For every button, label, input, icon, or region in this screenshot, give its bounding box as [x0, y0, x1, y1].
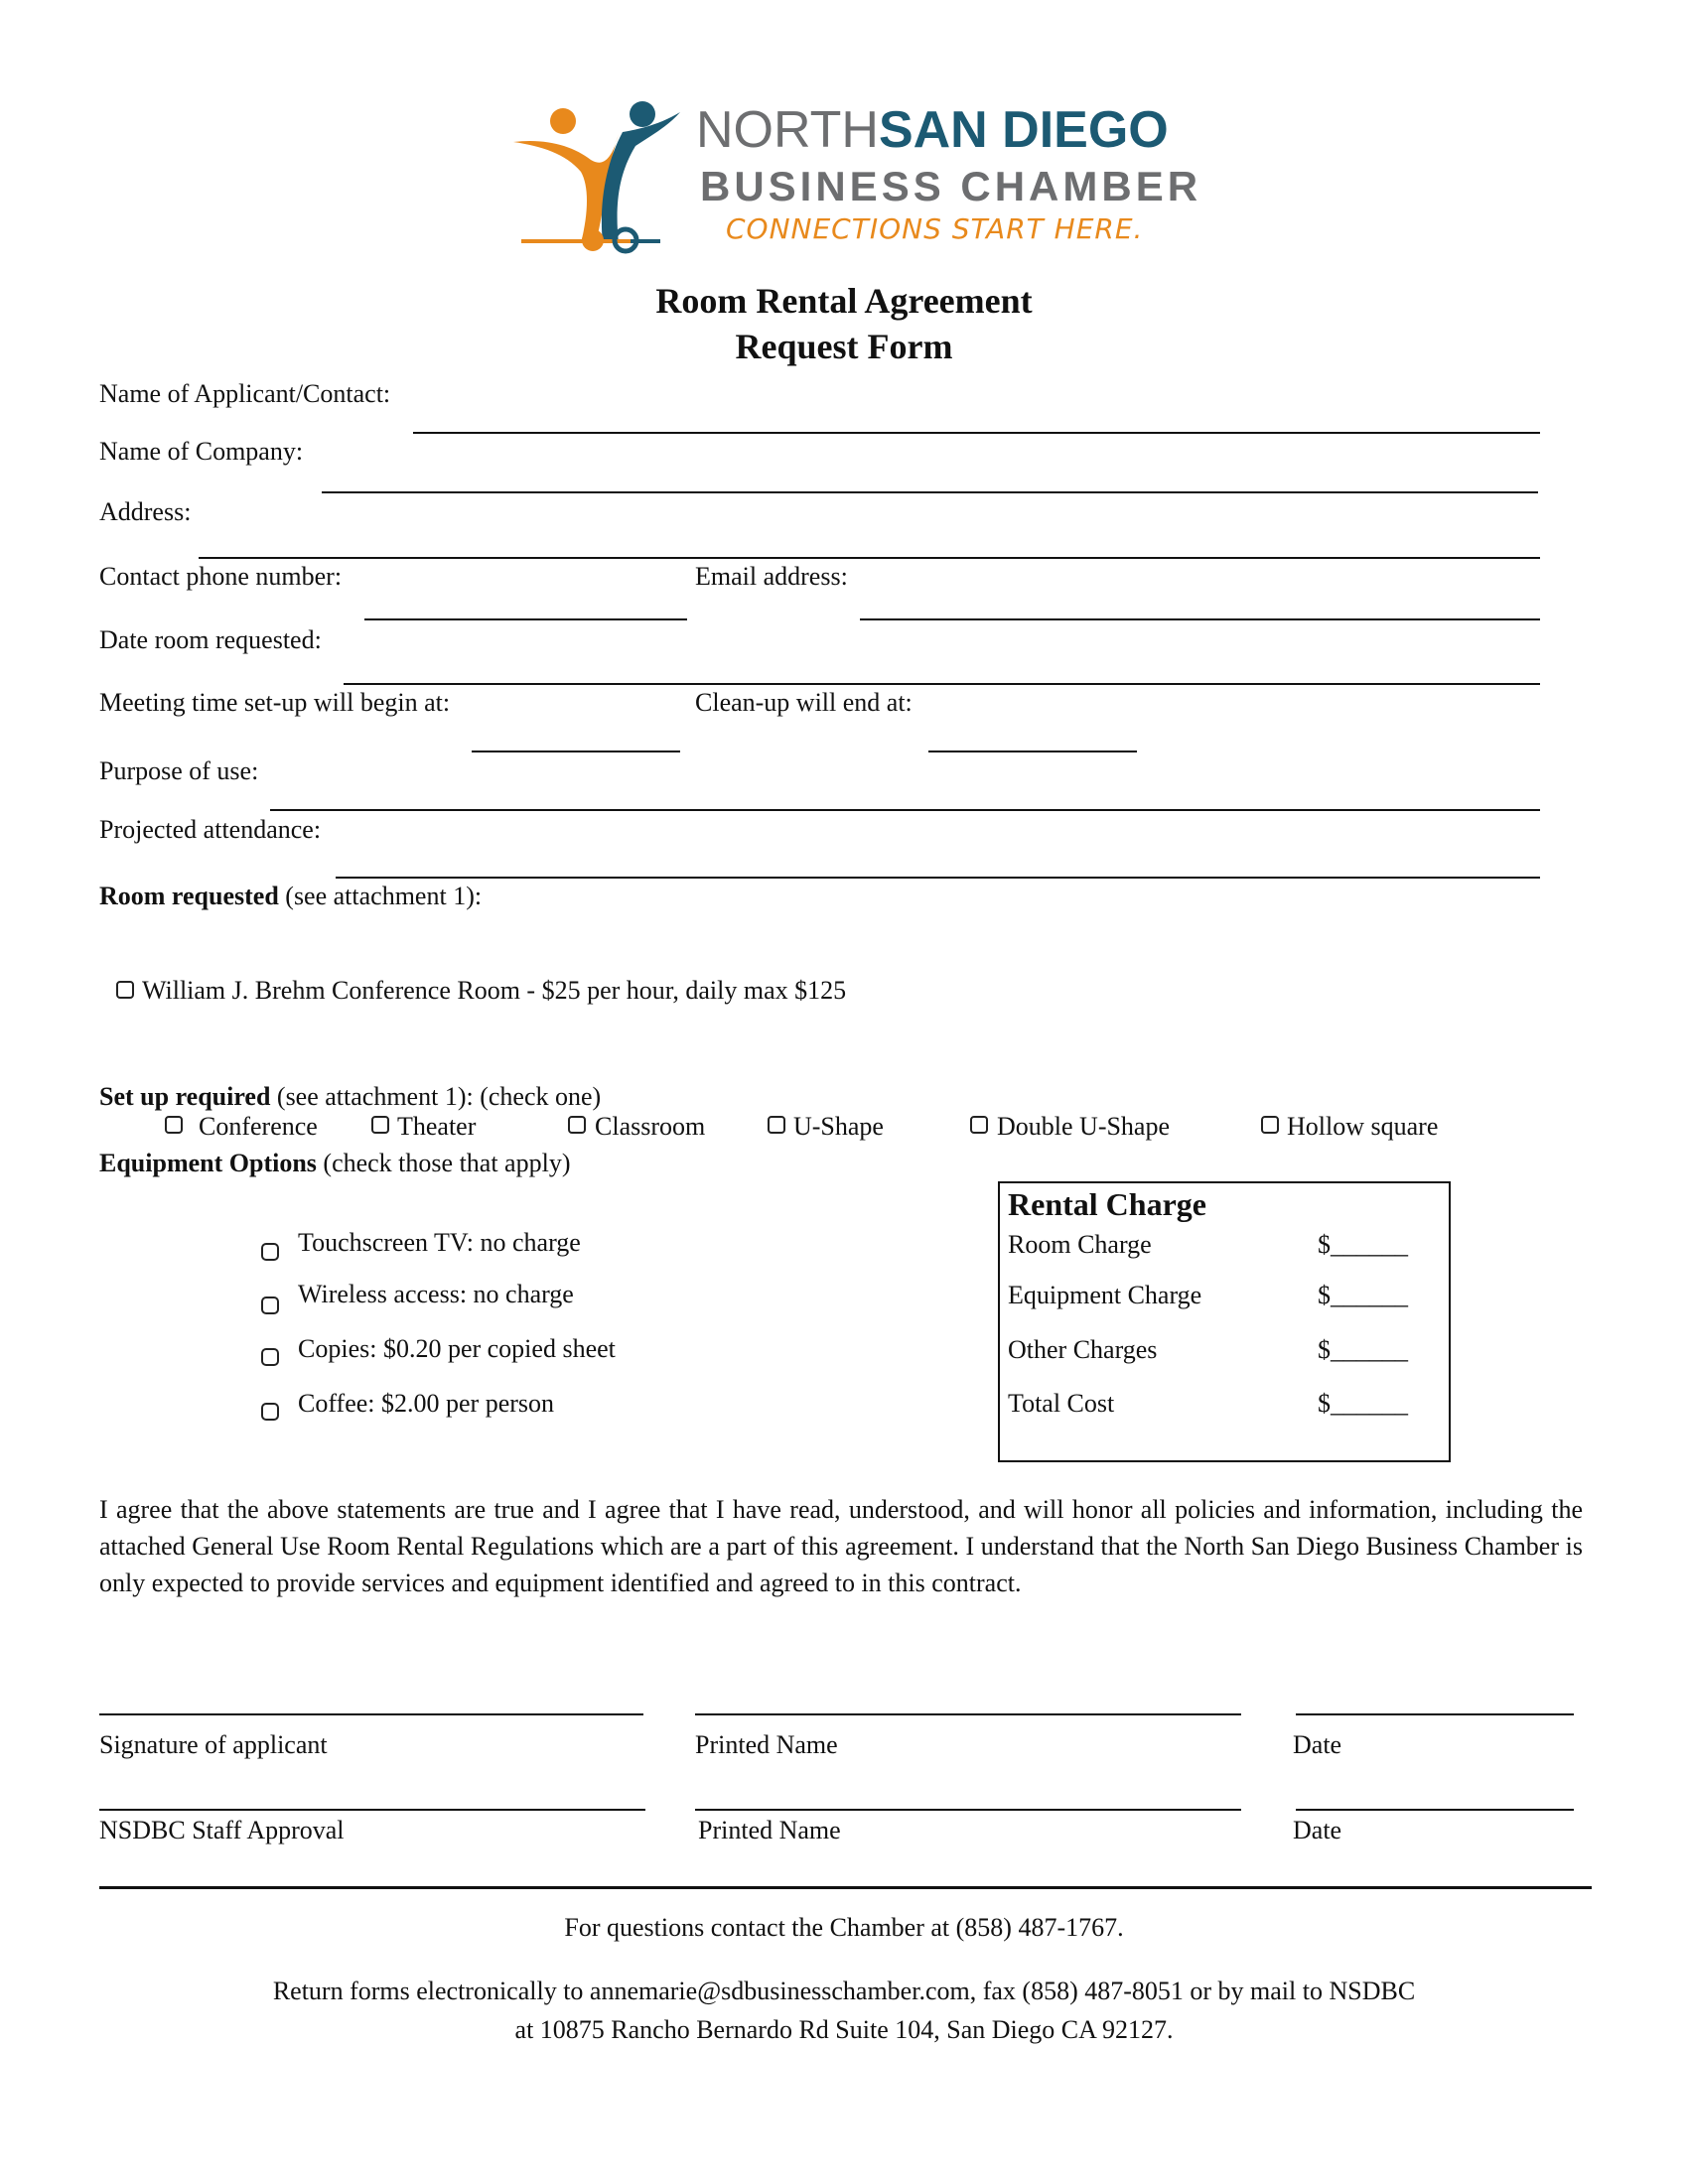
staff-printed-name-line[interactable] [695, 1809, 1241, 1811]
footer-return-line1: Return forms electronically to annemarie@sdbusinesschamber.com, fax (858) 487-8051 or by mail to NSDBC [272, 1977, 1416, 2005]
signature-line[interactable] [99, 1713, 643, 1715]
form-subtitle: Request Form [735, 327, 953, 366]
room-heading-note: (see attachment 1): [278, 882, 483, 910]
footer-questions: For questions contact the Chamber at (858) 487-1767. [564, 1913, 1124, 1942]
logo-business-chamber-text: BUSINESS CHAMBER [700, 163, 1202, 209]
agreement-paragraph: I agree that the above statements are true and I agree that I have read, understood, and will honor all policies and information, including the attached General Use Room Rental Regulations which are a part of this agreement. I understand that the North San Diego Business Chamber is only expected to provide services and equipment identified and agreed to in this contract. [99, 1495, 1583, 1597]
room-checkbox[interactable] [116, 981, 134, 999]
setup-option-label: Classroom [595, 1112, 706, 1141]
applicant-label: Name of Applicant/Contact: [99, 379, 391, 408]
logo-figures-icon [511, 94, 690, 258]
purpose-label: Purpose of use: [99, 756, 259, 785]
room-charge-label: Room Charge [1008, 1230, 1152, 1259]
equipment-charge-value[interactable]: $______ [1318, 1281, 1408, 1309]
room-charge-value[interactable]: $______ [1318, 1230, 1408, 1259]
equipment-charge-label: Equipment Charge [1008, 1281, 1202, 1309]
company-field[interactable] [322, 491, 1538, 493]
footer-divider [99, 1886, 1592, 1889]
staff-approval-label: NSDBC Staff Approval [99, 1816, 345, 1844]
equipment-option-label: Wireless access: no charge [298, 1280, 574, 1308]
setup-heading-note: (see attachment 1): (check one) [270, 1082, 602, 1111]
staff-printed-name-label: Printed Name [698, 1816, 841, 1844]
setup-option-label: U-Shape [793, 1112, 884, 1141]
total-cost-label: Total Cost [1008, 1389, 1115, 1418]
setup-checkbox[interactable] [165, 1116, 183, 1134]
cleanup-time-label: Clean-up will end at: [695, 688, 913, 717]
logo-tagline-text: CONNECTIONS START HERE. [726, 212, 1144, 245]
printed-name-label: Printed Name [695, 1730, 838, 1759]
setup-option-label: Conference [199, 1112, 318, 1141]
attendance-label: Projected attendance: [99, 815, 322, 844]
room-option-label: William J. Brehm Conference Room - $25 per hour, daily max $125 [142, 976, 847, 1005]
phone-field[interactable] [364, 618, 687, 620]
setup-option-label: Hollow square [1287, 1112, 1439, 1141]
equipment-checkbox-coffee[interactable] [261, 1403, 279, 1421]
equipment-option-label: Coffee: $2.00 per person [298, 1389, 555, 1418]
signature-label: Signature of applicant [99, 1730, 328, 1759]
rental-charge-title: Rental Charge [1008, 1186, 1206, 1222]
setup-checkbox[interactable] [970, 1116, 988, 1134]
setup-option-label: Double U-Shape [997, 1112, 1171, 1141]
logo-san-diego-text: SAN DIEGO [878, 101, 1169, 159]
printed-name-line[interactable] [695, 1713, 1241, 1715]
other-charges-label: Other Charges [1008, 1335, 1158, 1364]
equipment-heading-note: (check those that apply) [316, 1149, 571, 1177]
setup-option-label: Theater [397, 1112, 477, 1141]
staff-date-line[interactable] [1296, 1809, 1574, 1811]
date-field[interactable] [344, 683, 1540, 685]
chamber-logo [511, 94, 1202, 263]
equipment-heading [99, 1151, 570, 1176]
address-label: Address: [99, 497, 192, 526]
attendance-field[interactable] [336, 877, 1540, 879]
footer-return-line2: at 10875 Rancho Bernardo Rd Suite 104, San Diego CA 92127. [514, 2015, 1174, 2044]
date-label: Date room requested: [99, 625, 322, 654]
equipment-checkbox-wireless[interactable] [261, 1297, 279, 1314]
email-field[interactable] [860, 618, 1540, 620]
equipment-option-label: Copies: $0.20 per copied sheet [298, 1334, 616, 1363]
date-line[interactable] [1296, 1713, 1574, 1715]
applicant-field[interactable] [413, 432, 1540, 434]
equipment-checkbox-copies[interactable] [261, 1348, 279, 1366]
purpose-field[interactable] [270, 809, 1540, 811]
room-heading-bold: Room requested [99, 882, 279, 910]
other-charges-value[interactable]: $______ [1318, 1335, 1408, 1364]
total-cost-value[interactable]: $______ [1318, 1389, 1408, 1418]
equipment-checkbox-tv[interactable] [261, 1243, 279, 1261]
room-heading [99, 884, 482, 909]
email-label: Email address: [695, 562, 848, 591]
form-title: Room Rental Agreement [655, 281, 1033, 321]
company-label: Name of Company: [99, 437, 304, 466]
setup-checkbox[interactable] [1261, 1116, 1279, 1134]
equipment-option-label: Touchscreen TV: no charge [298, 1228, 581, 1257]
setup-heading-bold: Set up required [99, 1082, 271, 1111]
address-field[interactable] [199, 557, 1540, 559]
date-label: Date [1293, 1730, 1342, 1759]
setup-checkbox[interactable] [371, 1116, 389, 1134]
setup-time-label: Meeting time set-up will begin at: [99, 688, 451, 717]
rental-charge-box [998, 1181, 1451, 1462]
logo-north-text: NORTH [696, 101, 879, 159]
setup-checkbox[interactable] [768, 1116, 785, 1134]
phone-label: Contact phone number: [99, 562, 343, 591]
equipment-heading-bold: Equipment Options [99, 1149, 317, 1177]
setup-checkbox[interactable] [568, 1116, 586, 1134]
setup-heading [99, 1084, 601, 1110]
staff-approval-line[interactable] [99, 1809, 645, 1811]
setup-time-field[interactable] [472, 751, 680, 752]
cleanup-time-field[interactable] [928, 751, 1137, 752]
staff-date-label: Date [1293, 1816, 1342, 1844]
